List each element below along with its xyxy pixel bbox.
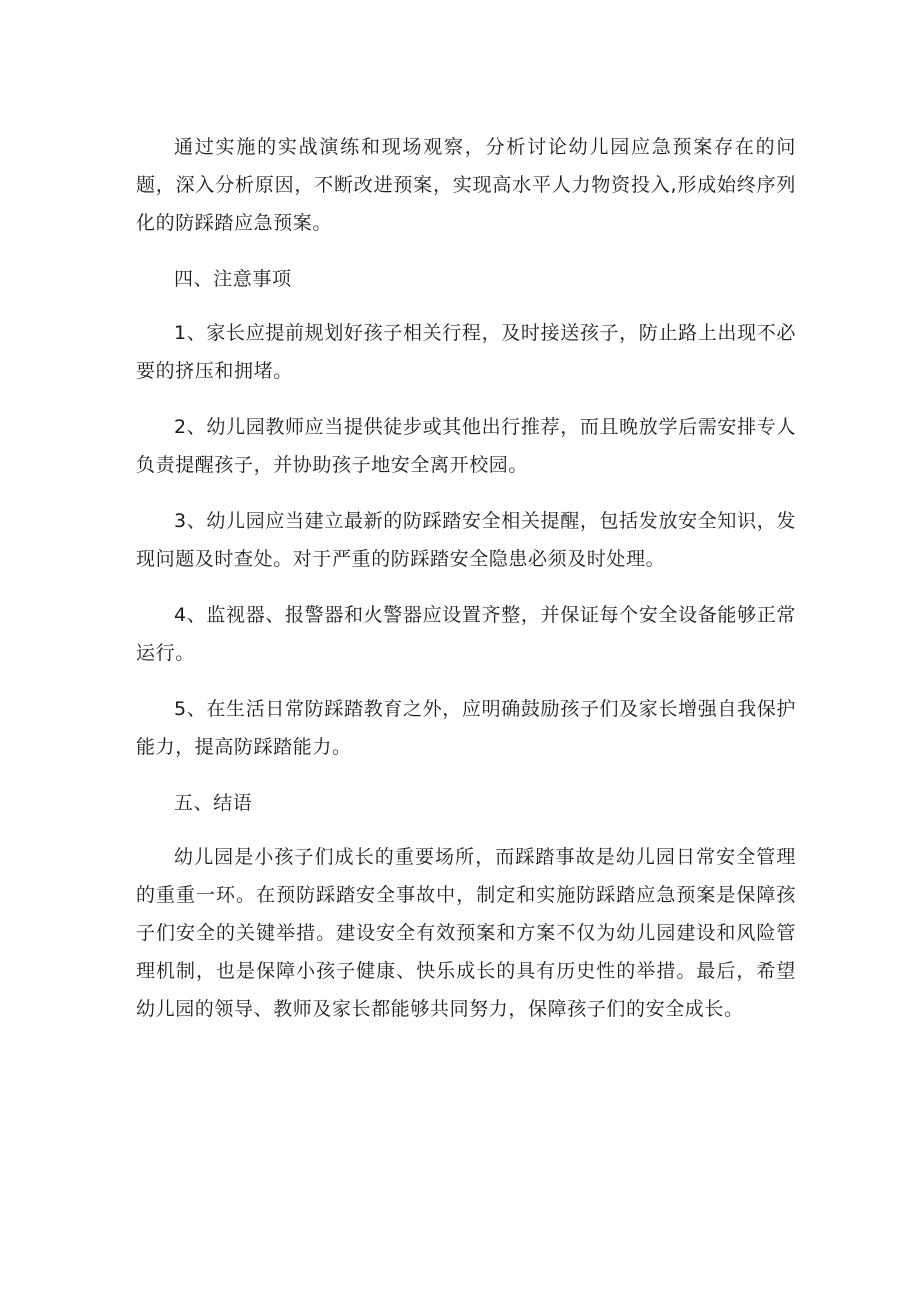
note-item-2: 2、幼儿园教师应当提供徒步或其他出行推荐，而且晚放学后需安排专人负责提醒孩子，并协助孩子地安全离开校园。 [136,416,796,476]
document-body [136,128,796,1046]
section-heading-notes: 四、注意事项 [174,268,292,290]
note-item-1: 1、家长应提前规划好孩子相关行程，及时接送孩子，防止路上出现不必要的挤压和拥堵。 [136,322,796,382]
note-item-3: 3、幼儿园应当建立最新的防踩踏安全相关提醒，包括发放安全知识，发现问题及时查处。对于严重的防踩踏安全隐患必须及时处理。 [136,510,796,570]
note-item-5: 5、在生活日常防踩踏教育之外，应明确鼓励孩子们及家长增强自我保护能力，提高防踩踏能力。 [136,698,796,758]
section-heading-conclusion: 五、结语 [174,792,253,814]
paragraph-conclusion: 幼儿园是小孩子们成长的重要场所，而踩踏事故是幼儿园日常安全管理的重重一环。在预防踩踏安全事故中，制定和实施防踩踏应急预案是保障孩子们安全的关键举措。建设安全有效预案和方案不仅为幼儿园建设和风险管理机制，也是保障小孩子健康、快乐成长的具有历史性的举措。最后，希望幼儿园的领导、教师及家长都能够共同努力，保障孩子们的安全成长。 [136,846,796,1020]
paragraph-summary: 通过实施的实战演练和现场观察，分析讨论幼儿园应急预案存在的问题，深入分析原因，不断改进预案，实现高水平人力物资投入,形成始终序列化的防踩踏应急预案。 [136,136,796,234]
note-item-4: 4、监视器、报警器和火警器应设置齐整，并保证每个安全设备能够正常运行。 [136,604,796,664]
